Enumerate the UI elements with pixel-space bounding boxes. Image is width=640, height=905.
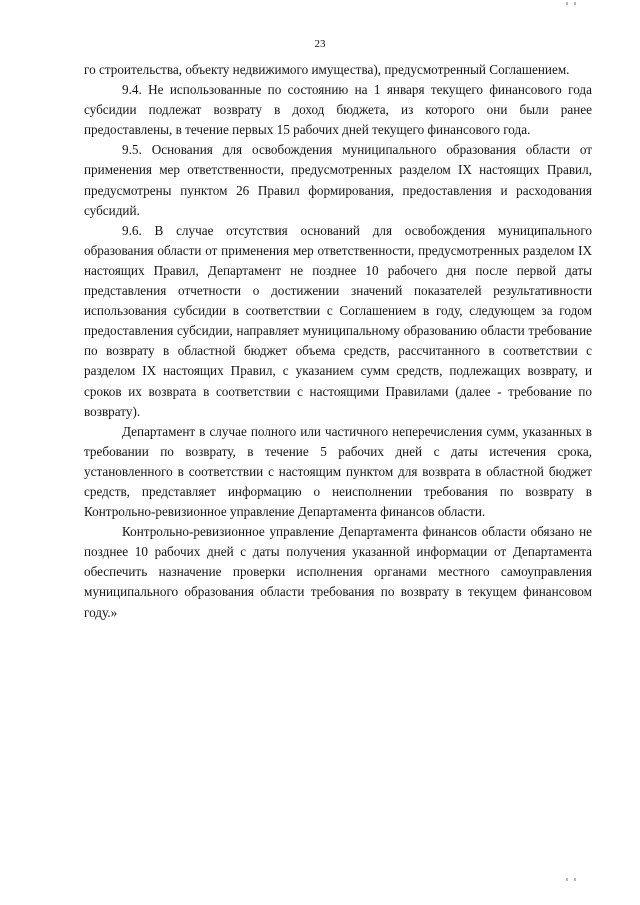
page-number: 23 <box>314 38 326 50</box>
scan-artifact-top-2 <box>574 2 576 5</box>
paragraph-9-5: 9.5. Основания для освобождения муниципального образования области от применения мер ответственности, предусмотренных разделом IX настоящих Правил, предусмотрены пунктом 26 Правил формирования, предоставления и расходования субсидий. <box>84 142 592 218</box>
paragraph-continuation: го строительства, объекту недвижимого имущества), предусмотренный Соглашением. <box>84 62 570 77</box>
scan-artifact-bottom <box>566 878 568 881</box>
scan-artifact-bottom-2 <box>574 878 576 881</box>
paragraph-control-audit: Контрольно-ревизионное управление Департамента финансов области обязано не позднее 10 рабочих дней с даты получения указанной информации от Департамента обеспечить назначение проверки исполнения органами местного самоуправления муниципального образования области требования по возврату в текущем финансовом году.» <box>84 524 592 620</box>
document-body <box>84 60 592 623</box>
paragraph-9-6: 9.6. В случае отсутствия оснований для освобождения муниципального образования области от применения мер ответственности, предусмотренных разделом IX настоящих Правил, Департамент не позднее 10 рабочего дня после первой даты представления отчетности о достижении значений показателей результативности использования субсидии в соответствии с Соглашением в году, следующем за годом предоставления субсидии, направляет муниципальному образованию области требование по возврату в областной бюджет объема средств, рассчитанного в соответствии с разделом IX настоящих Правил, с указанием сумм средств, подлежащих возврату, и сроков их возврата в соответствии с настоящими Правилами (далее - требование по возврату). <box>84 222 592 419</box>
paragraph-department: Департамент в случае полного или частичного неперечисления сумм, указанных в требовании по возврату, в течение 5 рабочих дней с даты истечения срока, установленного в соответствии с настоящим пунктом для возврата в областной бюджет средств, представляет информацию о неисполнении требования по возврату в Контрольно-ревизионное управление Департамента финансов области. <box>84 423 592 520</box>
scan-artifact-top <box>566 2 568 5</box>
paragraph-9-4: 9.4. Не использованные по состоянию на 1 января текущего финансового года субсидии подлежат возврату в доход бюджета, из которого они были ранее предоставлены, в течение первых 15 рабочих дней текущего финансового года. <box>84 82 592 138</box>
